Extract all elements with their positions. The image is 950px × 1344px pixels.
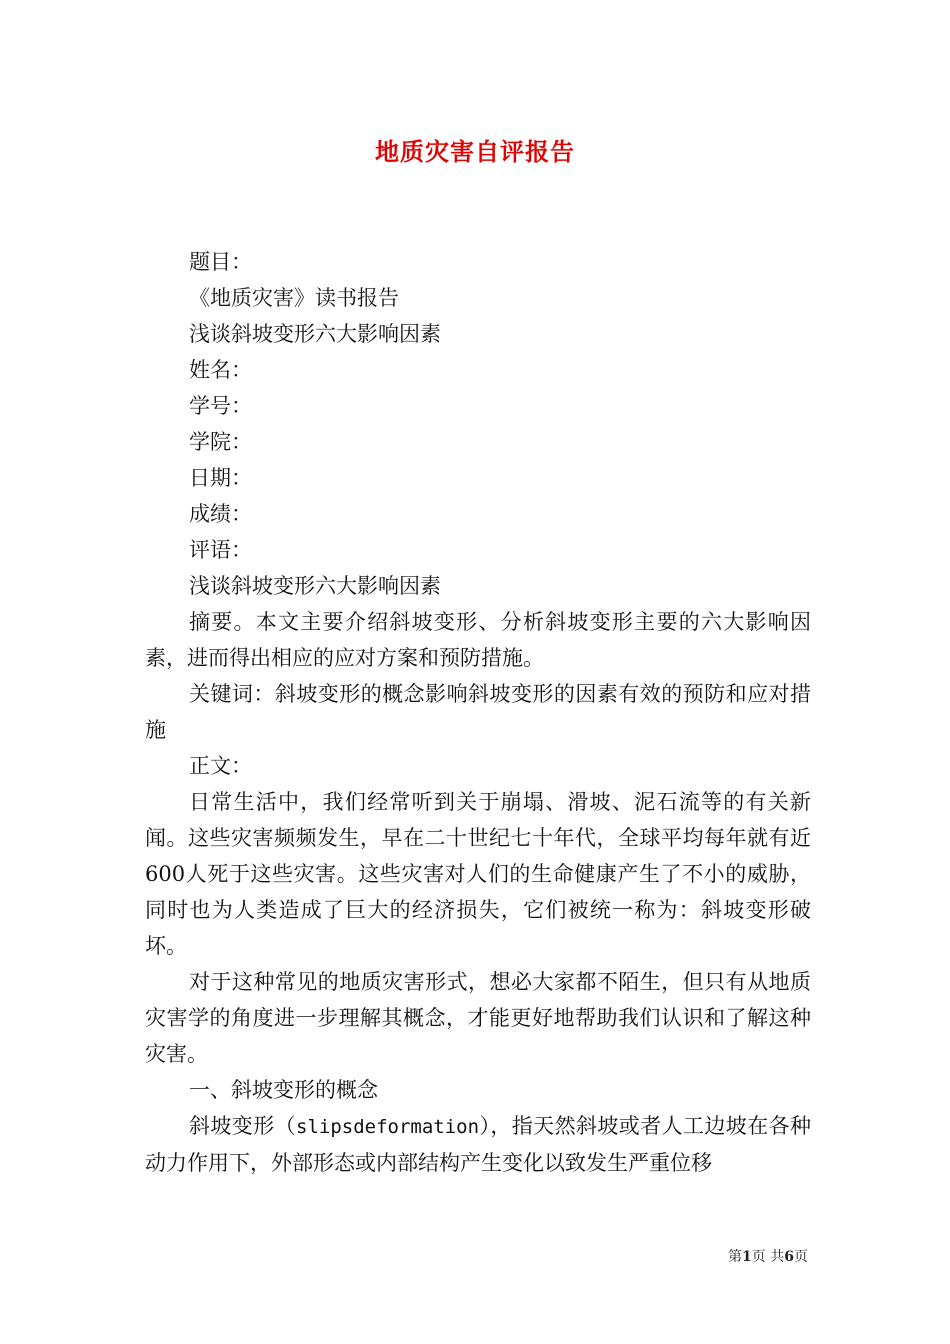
body-paragraph: 日常生活中，我们经常听到关于崩塌、滑坡、泥石流等的有关新闻。这些灾害频频发生，早在二十世纪七十年代，全球平均每年就有近600人死于这些灾害。这些灾害对人们的生命健康产生了不小的威胁，同时也为人类造成了巨大的经济损失，它们被统一称为：斜坡变形破坏。 (145, 790, 811, 958)
body-heading: 正文： (189, 754, 252, 778)
text-line: 评语： (189, 538, 252, 562)
text-line: 学号： (189, 394, 252, 418)
text-line: 浅谈斜坡变形六大影响因素 (189, 322, 441, 346)
body-paragraph: 对于这种常见的地质灾害形式，想必大家都不陌生，但只有从地质灾害学的角度进一步理解其概念，才能更好地帮助我们认识和了解这种灾害。 (145, 970, 811, 1066)
footer-suffix: 页 (794, 1249, 808, 1265)
definition-term: slipsdeformation (296, 1116, 480, 1138)
footer-current-page: 1 (742, 1249, 752, 1265)
text-line: 学院： (189, 430, 252, 454)
document-body (145, 244, 811, 1181)
document-title: 地质灾害自评报告 (375, 137, 575, 166)
text-line: 日期： (189, 466, 252, 490)
text-line: 《地质灾害》读书报告 (189, 286, 399, 310)
keywords-paragraph: 关键词：斜坡变形的概念影响斜坡变形的因素有效的预防和应对措施 (145, 682, 811, 742)
text-line: 题目： (189, 250, 252, 274)
definition-paragraph (145, 1108, 811, 1181)
page-number-footer (728, 1246, 808, 1266)
section-heading: 一、斜坡变形的概念 (189, 1078, 378, 1102)
text-line: 姓名： (189, 358, 252, 382)
footer-prefix: 第 (728, 1249, 743, 1265)
definition-text-after: ），指天然斜坡或者人工边坡在各种动力作用下，外部形态或内部结构产生变化以致发生严重位移 (145, 1114, 812, 1175)
abstract-paragraph: 摘要。本文主要介绍斜坡变形、分析斜坡变形主要的六大影响因素，进而得出相应的应对方案和预防措施。 (145, 610, 811, 670)
text-line: 浅谈斜坡变形六大影响因素 (189, 574, 441, 598)
definition-text-before: 斜坡变形（ (189, 1114, 297, 1138)
footer-middle: 页 共 (751, 1249, 785, 1265)
text-line: 成绩： (189, 502, 252, 526)
footer-total-pages: 6 (784, 1249, 794, 1265)
